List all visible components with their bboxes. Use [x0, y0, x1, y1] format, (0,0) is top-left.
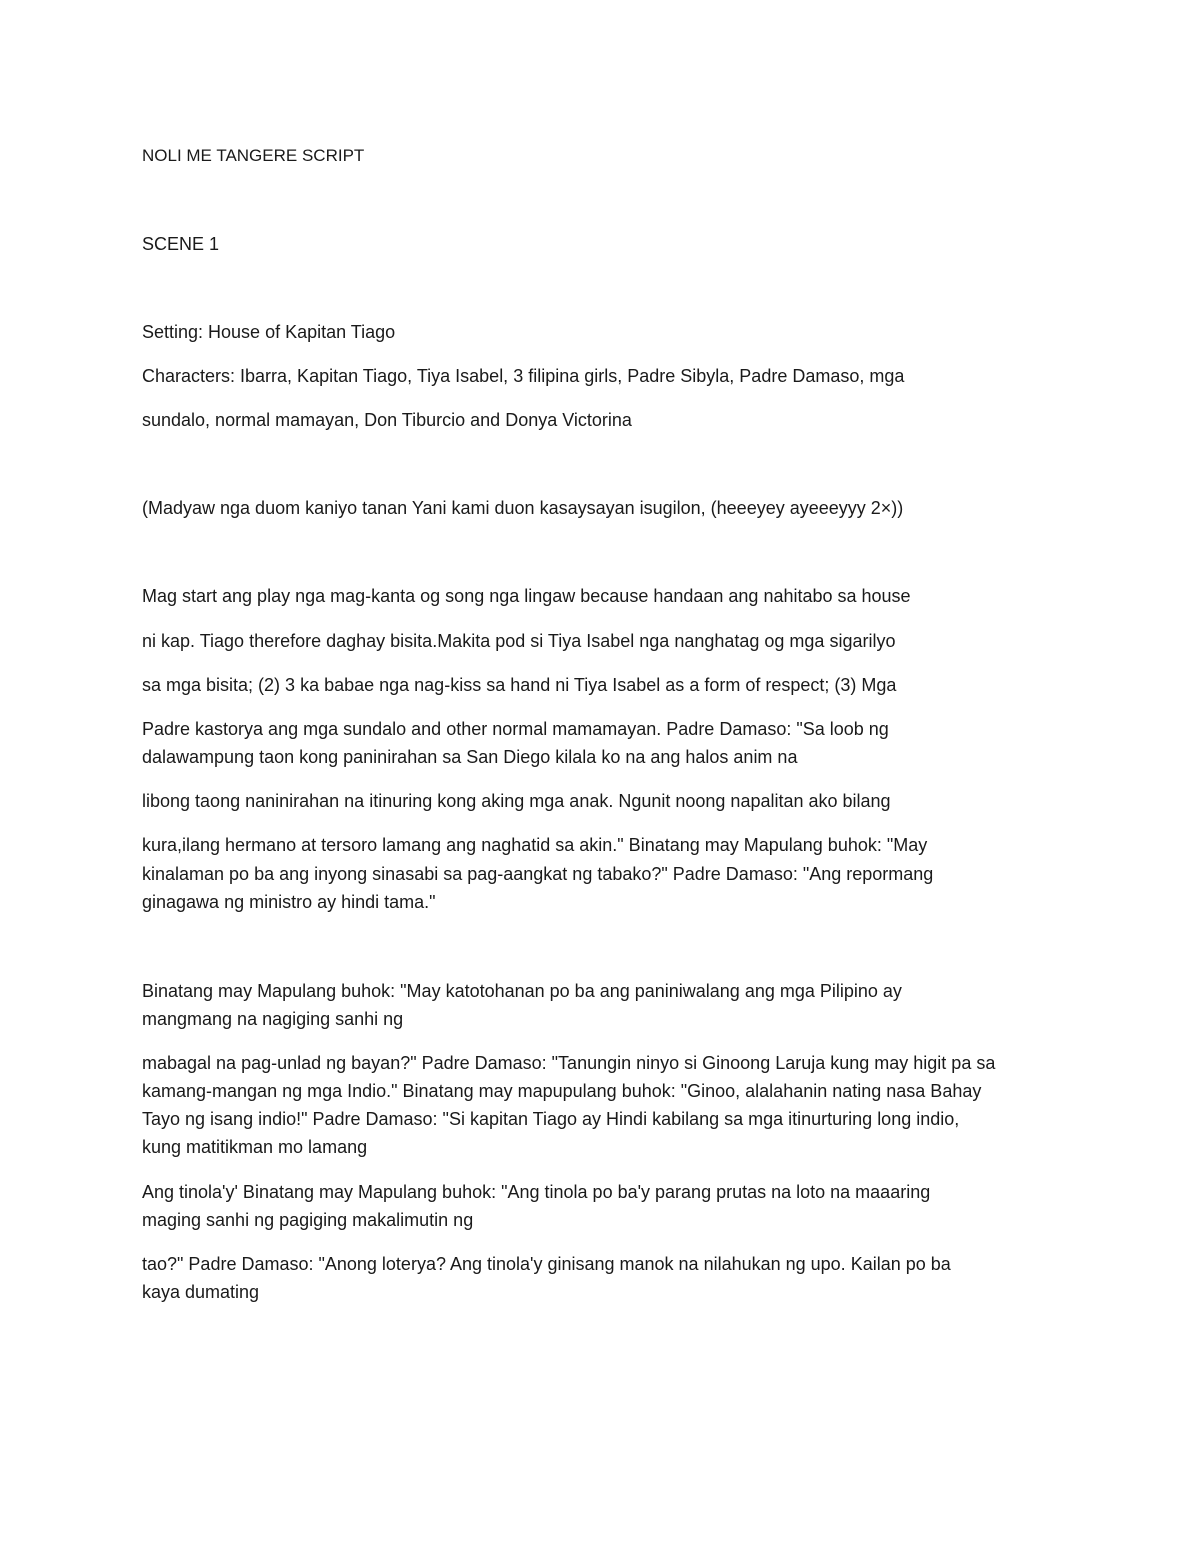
paragraph-line: kung matitikman mo lamang — [142, 1137, 368, 1157]
paragraph-line: Ang tinola'y' Binatang may Mapulang buhok: "Ang tinola po ba'y parang prutas na loto na maaaring — [142, 1182, 931, 1202]
paragraph-line: dalawampung taon kong paninirahan sa San Diego kilala ko na ang halos anim na — [142, 747, 798, 767]
paragraph-line: kura,ilang hermano at tersoro lamang ang naghatid sa akin." Binatang may Mapulang buhok: "May — [142, 835, 928, 855]
scene-heading: SCENE 1 — [142, 234, 220, 254]
paragraph-line: tao?" Padre Damaso: "Anong loterya? Ang tinola'y ginisang manok na nilahukan ng upo. Kailan po ba — [142, 1254, 951, 1274]
paragraph-line: ginagawa ng ministro ay hindi tama." — [142, 892, 436, 912]
characters-line: Characters: Ibarra, Kapitan Tiago, Tiya Isabel, 3 filipina girls, Padre Sibyla, Padre Damaso, mga — [142, 366, 905, 386]
paragraph-line: kamang-mangan ng mga Indio." Binatang may mapupulang buhok: "Ginoo, alalahanin nating nasa Bahay — [142, 1081, 982, 1101]
document-title: NOLI ME TANGERE SCRIPT — [142, 146, 365, 165]
paragraph-line: kaya dumating — [142, 1282, 260, 1302]
song-line: (Madyaw nga duom kaniyo tanan Yani kami duon kasaysayan isugilon, (heeeyey ayeeeyyy 2×)) — [142, 498, 904, 518]
paragraph-line: Mag start ang play nga mag-kanta og song nga lingaw because handaan ang nahitabo sa house — [142, 586, 911, 606]
paragraph-line: mangmang na nagiging sanhi ng — [142, 1009, 404, 1029]
setting-line: Setting: House of Kapitan Tiago — [142, 322, 396, 342]
paragraph-line: Tayo ng isang indio!" Padre Damaso: "Si kapitan Tiago ay Hindi kabilang sa mga itinurturing long indio, — [142, 1109, 960, 1129]
characters-line: sundalo, normal mamayan, Don Tiburcio and Donya Victorina — [142, 410, 632, 430]
paragraph-line: sa mga bisita; (2) 3 ka babae nga nag-kiss sa hand ni Tiya Isabel as a form of respect; (3) Mga — [142, 675, 897, 695]
paragraph-line: Padre kastorya ang mga sundalo and other normal mamamayan. Padre Damaso: "Sa loob ng — [142, 719, 889, 739]
paragraph-line: mabagal na pag-unlad ng bayan?" Padre Damaso: "Tanungin ninyo si Ginoong Laruja kung may higit pa sa — [142, 1053, 996, 1073]
paragraph-line: ni kap. Tiago therefore daghay bisita.Makita pod si Tiya Isabel nga nanghatag og mga sigarilyo — [142, 631, 896, 651]
paragraph-line: kinalaman po ba ang inyong sinasabi sa pag-aangkat ng tabako?" Padre Damaso: "Ang repormang — [142, 864, 934, 884]
paragraph-line: Binatang may Mapulang buhok: "May katotohanan po ba ang paniniwalang ang mga Pilipino ay — [142, 981, 902, 1001]
paragraph-line: maging sanhi ng pagiging makalimutin ng — [142, 1210, 474, 1230]
paragraph-line: libong taong naninirahan na itinuring kong aking mga anak. Ngunit noong napalitan ako bilang — [142, 791, 891, 811]
